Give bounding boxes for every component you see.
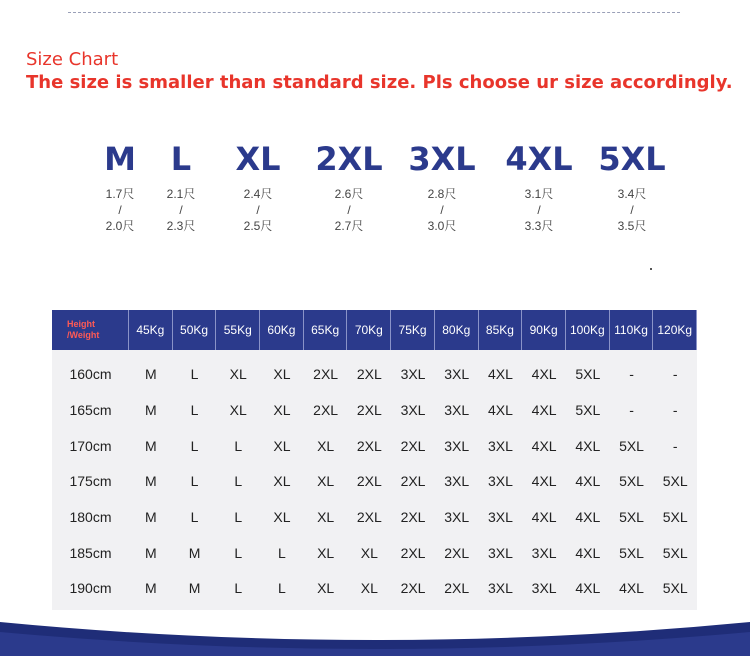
size-cell: 2XL bbox=[313, 366, 339, 382]
size-cell: - bbox=[629, 366, 634, 382]
size-cell: XL bbox=[273, 366, 291, 382]
weight-header: 120Kg bbox=[653, 310, 697, 350]
size-cell: 3XL bbox=[487, 509, 513, 525]
size-cell: 5XL bbox=[575, 366, 601, 382]
size-cell: XL bbox=[229, 366, 247, 382]
weight-header: 90Kg bbox=[522, 310, 566, 350]
size-cell: 3XL bbox=[400, 402, 426, 418]
size-cell: L bbox=[190, 402, 199, 418]
weight-header: 60Kg bbox=[260, 310, 304, 350]
height-cell: 180cm bbox=[69, 509, 112, 525]
size-range-sep: / bbox=[179, 203, 183, 217]
size-name: L bbox=[170, 140, 192, 178]
size-range-max: 3.3尺 bbox=[524, 219, 554, 233]
size-cell: M bbox=[145, 545, 157, 561]
heading bbox=[26, 49, 733, 95]
heading-note: The size is smaller than standard size. Pls choose ur size accordingly. bbox=[26, 72, 733, 93]
size-cell: XL bbox=[317, 545, 335, 561]
size-cell: 3XL bbox=[444, 366, 470, 382]
size-cell: 3XL bbox=[487, 580, 513, 596]
size-range-min: 2.8尺 bbox=[427, 187, 457, 201]
footer-wave-graphic bbox=[0, 600, 750, 656]
height-cell: 170cm bbox=[69, 438, 112, 454]
size-cell: 2XL bbox=[400, 580, 426, 596]
size-cell: 4XL bbox=[531, 438, 557, 454]
size-range bbox=[397, 186, 487, 234]
size-range-max: 2.0尺 bbox=[105, 219, 135, 233]
size-legend bbox=[0, 140, 750, 250]
size-cell: - bbox=[672, 402, 678, 418]
height-cell: 175cm bbox=[69, 473, 112, 489]
table-body bbox=[52, 350, 697, 610]
size-table bbox=[52, 310, 697, 610]
weight-header: 80Kg bbox=[435, 310, 479, 350]
size-cell: M bbox=[145, 473, 157, 489]
top-divider bbox=[68, 12, 680, 13]
size-cell: M bbox=[188, 580, 201, 596]
size-cell: M bbox=[188, 545, 201, 561]
table-row bbox=[52, 356, 697, 392]
size-cell: 4XL bbox=[619, 580, 644, 596]
size-cell: 2XL bbox=[313, 402, 339, 418]
size-cell: XL bbox=[273, 473, 291, 489]
size-range-sep: / bbox=[630, 203, 634, 217]
size-cell: 5XL bbox=[619, 509, 644, 525]
size-cell: 4XL bbox=[531, 473, 557, 489]
table-row bbox=[52, 499, 697, 535]
weight-header: 75Kg bbox=[391, 310, 435, 350]
size-name: 3XL bbox=[408, 140, 476, 178]
size-cell: 3XL bbox=[444, 509, 470, 525]
size-cell: 2XL bbox=[356, 402, 382, 418]
size-cell: 5XL bbox=[619, 473, 644, 489]
size-cell: 2XL bbox=[356, 438, 382, 454]
size-cell: 2XL bbox=[444, 580, 470, 596]
size-cell: 4XL bbox=[575, 509, 601, 525]
size-item bbox=[587, 140, 677, 234]
size-name: 4XL bbox=[505, 140, 573, 178]
size-cell: 2XL bbox=[400, 438, 426, 454]
size-item bbox=[213, 140, 303, 234]
size-item bbox=[397, 140, 487, 234]
size-range bbox=[494, 186, 584, 234]
size-cell: XL bbox=[317, 509, 335, 525]
size-cell: 3XL bbox=[400, 366, 426, 382]
size-cell: XL bbox=[317, 580, 335, 596]
size-cell: 4XL bbox=[531, 402, 557, 418]
table-row bbox=[52, 428, 697, 464]
size-cell: 3XL bbox=[531, 580, 557, 596]
size-cell: 4XL bbox=[531, 366, 557, 382]
table-row bbox=[52, 463, 697, 499]
size-cell: 4XL bbox=[531, 509, 557, 525]
size-cell: 4XL bbox=[487, 402, 513, 418]
size-cell: XL bbox=[360, 580, 378, 596]
size-cell: 4XL bbox=[575, 545, 601, 561]
height-cell: 165cm bbox=[69, 402, 112, 418]
size-range-min: 2.6尺 bbox=[334, 187, 364, 201]
weight-header: 100Kg bbox=[566, 310, 610, 350]
size-cell: 5XL bbox=[619, 438, 644, 454]
size-cell: 4XL bbox=[575, 438, 601, 454]
size-cell: XL bbox=[273, 509, 291, 525]
size-cell: 2XL bbox=[400, 545, 426, 561]
weight-header: 65Kg bbox=[304, 310, 348, 350]
size-cell: 5XL bbox=[619, 545, 644, 561]
size-range bbox=[304, 186, 394, 234]
size-cell: 3XL bbox=[487, 473, 513, 489]
size-cell: XL bbox=[229, 402, 247, 418]
size-cell: M bbox=[145, 509, 157, 525]
corner-height-label: Height bbox=[67, 319, 95, 329]
size-cell: 3XL bbox=[487, 438, 513, 454]
size-name: XL bbox=[235, 140, 281, 178]
size-range bbox=[213, 186, 303, 234]
size-cell: 2XL bbox=[400, 473, 426, 489]
table-row bbox=[52, 392, 697, 428]
size-cell: M bbox=[145, 402, 157, 418]
size-cell: - bbox=[672, 438, 678, 454]
size-name: M bbox=[104, 140, 136, 178]
size-range-sep: / bbox=[118, 203, 122, 217]
size-range-max: 2.3尺 bbox=[166, 219, 196, 233]
size-item bbox=[304, 140, 394, 234]
size-cell: 3XL bbox=[444, 438, 470, 454]
size-cell: 2XL bbox=[356, 473, 382, 489]
size-cell: 5XL bbox=[662, 545, 688, 561]
weight-header: 45Kg bbox=[129, 310, 173, 350]
size-range-min: 2.4尺 bbox=[243, 187, 273, 201]
size-cell: 3XL bbox=[444, 473, 470, 489]
size-cell: L bbox=[190, 438, 199, 454]
weight-header: 70Kg bbox=[348, 310, 392, 350]
size-cell: 4XL bbox=[575, 473, 601, 489]
table-corner-header bbox=[52, 310, 129, 350]
weight-header: 110Kg bbox=[610, 310, 654, 350]
size-range-sep: / bbox=[440, 203, 444, 217]
height-cell: 190cm bbox=[69, 580, 112, 596]
heading-title: Size Chart bbox=[26, 49, 119, 70]
size-cell: 5XL bbox=[662, 473, 688, 489]
table-header bbox=[52, 310, 697, 350]
size-cell: 3XL bbox=[444, 402, 470, 418]
size-cell: L bbox=[234, 473, 243, 489]
size-range-min: 2.1尺 bbox=[166, 187, 196, 201]
size-range-sep: / bbox=[256, 203, 260, 217]
size-cell: 3XL bbox=[487, 545, 513, 561]
size-cell: M bbox=[145, 438, 157, 454]
size-range-max: 3.0尺 bbox=[427, 219, 457, 233]
decorative-dot bbox=[650, 268, 652, 270]
size-name: 5XL bbox=[598, 140, 666, 178]
size-cell: - bbox=[672, 366, 678, 382]
size-range-max: 2.7尺 bbox=[334, 219, 364, 233]
size-cell: XL bbox=[317, 438, 335, 454]
size-cell: 4XL bbox=[487, 366, 513, 382]
weight-header: 85Kg bbox=[479, 310, 523, 350]
size-cell: L bbox=[234, 580, 243, 596]
size-range-sep: / bbox=[347, 203, 351, 217]
size-cell: XL bbox=[360, 545, 378, 561]
size-cell: L bbox=[190, 509, 199, 525]
height-cell: 185cm bbox=[69, 545, 112, 561]
table-row bbox=[52, 535, 697, 571]
size-cell: L bbox=[234, 545, 243, 561]
size-name: 2XL bbox=[315, 140, 383, 178]
size-cell: L bbox=[190, 366, 199, 382]
size-cell: L bbox=[234, 438, 243, 454]
size-cell: 5XL bbox=[575, 402, 601, 418]
height-cell: 160cm bbox=[69, 366, 112, 382]
weight-header: 50Kg bbox=[173, 310, 217, 350]
size-range-min: 1.7尺 bbox=[105, 187, 135, 201]
size-cell: M bbox=[145, 580, 157, 596]
size-cell: XL bbox=[273, 438, 291, 454]
size-cell: M bbox=[145, 366, 157, 382]
size-cell: 3XL bbox=[531, 545, 557, 561]
size-cell: 5XL bbox=[662, 580, 688, 596]
size-range-max: 2.5尺 bbox=[243, 219, 273, 233]
size-cell: 2XL bbox=[356, 366, 382, 382]
size-cell: L bbox=[190, 473, 199, 489]
size-range bbox=[587, 186, 677, 234]
size-cell: 2XL bbox=[444, 545, 470, 561]
corner-weight-label: /Weight bbox=[67, 330, 100, 340]
size-range-max: 3.5尺 bbox=[617, 219, 647, 233]
size-range-min: 3.1尺 bbox=[524, 187, 554, 201]
size-cell: 4XL bbox=[575, 580, 601, 596]
size-cell: XL bbox=[273, 402, 291, 418]
size-cell: - bbox=[629, 402, 634, 418]
size-cell: XL bbox=[317, 473, 335, 489]
size-cell: L bbox=[278, 545, 286, 561]
size-cell: 2XL bbox=[356, 509, 382, 525]
footer-wave bbox=[0, 600, 750, 656]
size-range-min: 3.4尺 bbox=[617, 187, 647, 201]
size-cell: 2XL bbox=[400, 509, 426, 525]
size-cell: 5XL bbox=[662, 509, 688, 525]
weight-header: 55Kg bbox=[216, 310, 260, 350]
size-cell: L bbox=[234, 509, 243, 525]
size-item bbox=[494, 140, 584, 234]
size-cell: L bbox=[278, 580, 286, 596]
size-range-sep: / bbox=[537, 203, 541, 217]
